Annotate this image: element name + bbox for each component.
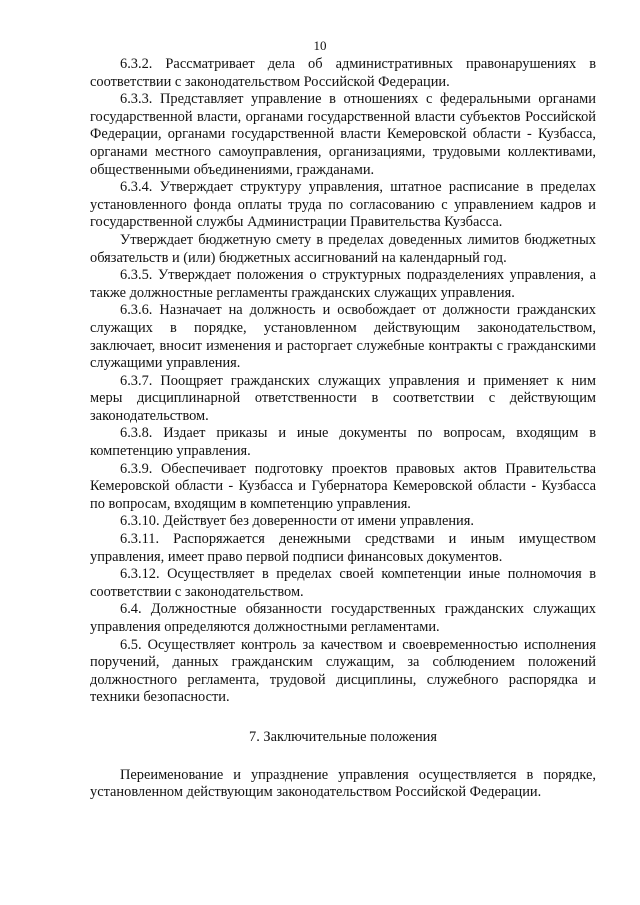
paragraph-6-3-6: 6.3.6. Назначает на должность и освобождает от должности гражданских служащих в порядке, установленном действующим законодательством, заключает, вносит изменения и расторгает служебные контракты с гражданскими служащими управления. (90, 302, 596, 372)
paragraph-6-3-7: 6.3.7. Поощряет гражданских служащих управления и применяет к ним меры дисциплинарной ответственности в соответствии с действующим законодательством. (90, 372, 596, 424)
final-paragraph: Переименование и упразднение управления осуществляется в порядке, установленном действующим законодательством Российской Федерации. (90, 766, 596, 801)
paragraph-6-3-5: 6.3.5. Утверждает положения о структурных подразделениях управления, а также должностные регламенты гражданских служащих управления. (90, 267, 596, 301)
section-title: 7. Заключительные положения (249, 728, 437, 745)
paragraph-6-3-3: 6.3.3. Представляет управление в отношениях с федеральными органами государственной власти, органами государственной власти субъектов Российской Федерации, органами государственной власти Кемеровской области - Кузбасса, органами местного самоуправления, организациями, трудовыми коллективами, общественными объединениями, гражданами. (90, 91, 596, 178)
paragraph-6-3-9: 6.3.9. Обеспечивает подготовку проектов правовых актов Правительства Кемеровской области - Кузбасса и Губернатора Кемеровской области - Кузбасса по вопросам, входящим в компетенцию управления. (90, 460, 596, 512)
paragraph-6-4: 6.4. Должностные обязанности государственных гражданских служащих управления определяются должностными регламентами. (90, 601, 596, 635)
document-body (90, 56, 596, 802)
paragraph-6-3-2: 6.3.2. Рассматривает дела об административных правонарушениях в соответствии с законодательством Российской Федерации. (90, 56, 596, 90)
paragraph-6-3-4: 6.3.4. Утверждает структуру управления, штатное расписание в пределах установленного фонда оплаты труда по согласованию с управлением кадров и государственной службы Администрации Правительства Кузбасса. (90, 179, 596, 231)
paragraph-budget: Утверждает бюджетную смету в пределах доведенных лимитов бюджетных обязательств и (или) бюджетных ассигнований на календарный год. (90, 231, 596, 266)
page-number: 10 (313, 38, 327, 53)
paragraph-6-3-8: 6.3.8. Издает приказы и иные документы по вопросам, входящим в компетенцию управления. (90, 425, 596, 460)
paragraph-6-5: 6.5. Осуществляет контроль за качеством и своевременностью исполнения поручений, данных гражданским служащим, за соблюдением положений должностного регламента, трудовой дисциплины, служебного распорядка и техники безопасности. (90, 636, 596, 706)
paragraph-6-3-10: 6.3.10. Действует без доверенности от имени управления. (120, 513, 474, 530)
paragraph-6-3-11: 6.3.11. Распоряжается денежными средствами и иным имуществом управления, имеет право первой подписи финансовых документов. (90, 531, 596, 565)
paragraph-6-3-12: 6.3.12. Осуществляет в пределах своей компетенции иные полномочия в соответствии с законодательством. (90, 566, 596, 600)
